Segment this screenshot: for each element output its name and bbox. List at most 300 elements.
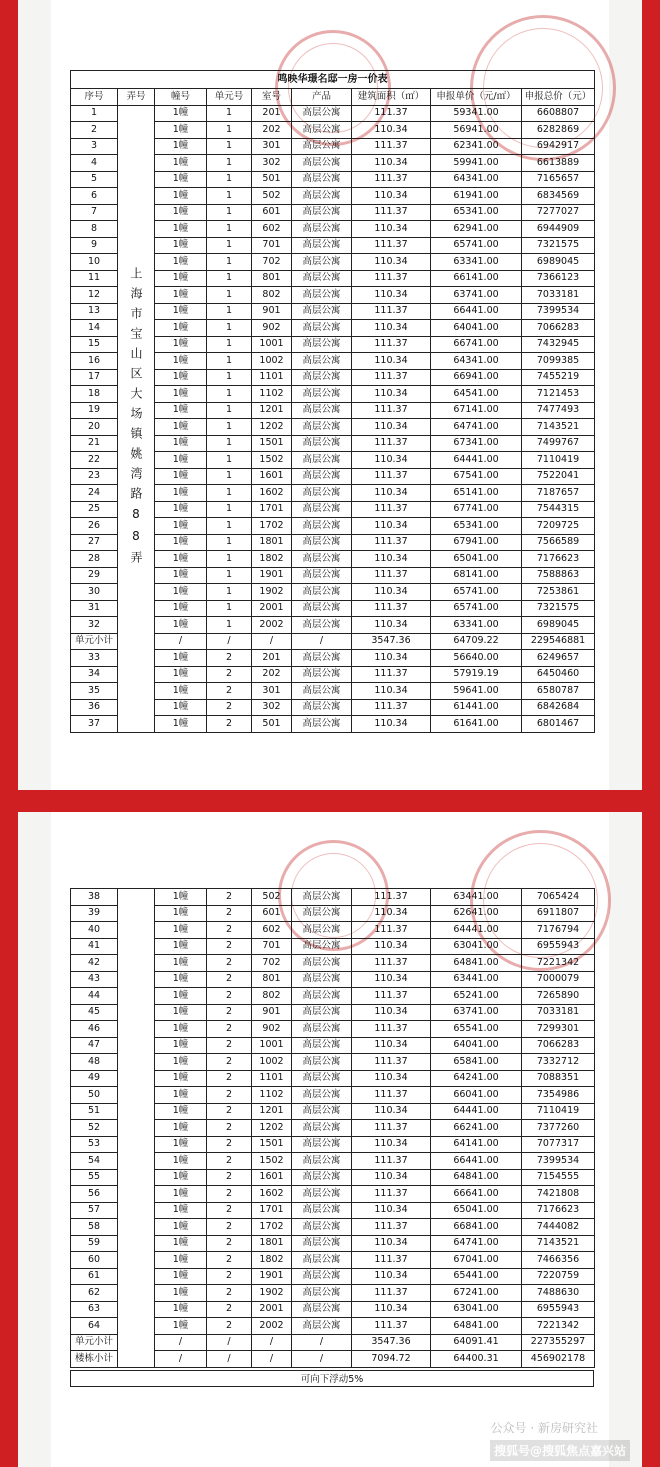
product-cell: 高层公寓 xyxy=(292,1037,352,1054)
unit-cell: 1 xyxy=(207,221,252,238)
room-cell: 502 xyxy=(252,889,292,906)
unit-price-cell: 66141.00 xyxy=(431,270,522,287)
building-cell: 1幢 xyxy=(155,303,207,320)
unit-price-cell: 59941.00 xyxy=(431,155,522,172)
table-title: 鸣映华璟名邸一房一价表 xyxy=(71,71,595,89)
serial-cell: 30 xyxy=(71,584,118,601)
building-cell: 1幢 xyxy=(155,716,207,733)
unit-price-cell: 64441.00 xyxy=(431,1103,522,1120)
serial-cell: 33 xyxy=(71,650,118,667)
area-cell: 111.37 xyxy=(352,402,431,419)
total-price-cell: 7176623 xyxy=(522,1202,595,1219)
unit-cell: 2 xyxy=(207,1169,252,1186)
serial-cell: 21 xyxy=(71,435,118,452)
building-cell: 1幢 xyxy=(155,1235,207,1252)
unit-cell: 2 xyxy=(207,1120,252,1137)
room-cell: 902 xyxy=(252,320,292,337)
room-cell: 301 xyxy=(252,683,292,700)
unit-price-cell: 61941.00 xyxy=(431,188,522,205)
product-cell: 高层公寓 xyxy=(292,666,352,683)
product-cell: 高层公寓 xyxy=(292,1169,352,1186)
serial-cell: 18 xyxy=(71,386,118,403)
unit-price-cell: 64091.41 xyxy=(431,1334,522,1351)
table-row xyxy=(71,105,595,122)
total-price-cell: 7455219 xyxy=(522,369,595,386)
unit-cell: 1 xyxy=(207,501,252,518)
product-cell: 高层公寓 xyxy=(292,889,352,906)
unit-price-cell: 65841.00 xyxy=(431,1054,522,1071)
unit-cell: 2 xyxy=(207,1153,252,1170)
unit-cell: 2 xyxy=(207,1219,252,1236)
building-cell: 1幢 xyxy=(155,699,207,716)
wechat-watermark: 公众号 · 新房研究社 xyxy=(490,1421,598,1435)
building-cell: 1幢 xyxy=(155,584,207,601)
product-cell: 高层公寓 xyxy=(292,188,352,205)
serial-cell: 52 xyxy=(71,1120,118,1137)
unit-cell: 2 xyxy=(207,1021,252,1038)
product-cell: 高层公寓 xyxy=(292,922,352,939)
product-cell: 高层公寓 xyxy=(292,551,352,568)
product-cell: 高层公寓 xyxy=(292,600,352,617)
product-cell: 高层公寓 xyxy=(292,435,352,452)
room-cell: 702 xyxy=(252,254,292,271)
area-cell: 110.34 xyxy=(352,1169,431,1186)
unit-cell: 2 xyxy=(207,1301,252,1318)
column-header: 单元号 xyxy=(207,89,252,106)
room-cell: 302 xyxy=(252,699,292,716)
room-cell: 701 xyxy=(252,237,292,254)
total-price-cell: 7499767 xyxy=(522,435,595,452)
product-cell: 高层公寓 xyxy=(292,905,352,922)
product-cell: 高层公寓 xyxy=(292,938,352,955)
serial-cell: 9 xyxy=(71,237,118,254)
product-cell: 高层公寓 xyxy=(292,468,352,485)
unit-cell: 2 xyxy=(207,938,252,955)
room-cell: 1902 xyxy=(252,1285,292,1302)
area-cell: 110.34 xyxy=(352,1004,431,1021)
product-cell: 高层公寓 xyxy=(292,1219,352,1236)
area-cell: 110.34 xyxy=(352,386,431,403)
product-cell: 高层公寓 xyxy=(292,501,352,518)
total-price-cell: 7143521 xyxy=(522,419,595,436)
unit-price-cell: 64341.00 xyxy=(431,171,522,188)
room-cell: 301 xyxy=(252,138,292,155)
building-cell: 1幢 xyxy=(155,386,207,403)
unit-cell: / xyxy=(207,1334,252,1351)
room-cell: 202 xyxy=(252,122,292,139)
unit-cell: 1 xyxy=(207,468,252,485)
building-cell: 1幢 xyxy=(155,501,207,518)
area-cell: 110.34 xyxy=(352,287,431,304)
room-cell: 1802 xyxy=(252,551,292,568)
area-cell: 110.34 xyxy=(352,155,431,172)
room-cell: 801 xyxy=(252,270,292,287)
serial-cell: 5 xyxy=(71,171,118,188)
serial-cell: 32 xyxy=(71,617,118,634)
total-price-cell: 7187657 xyxy=(522,485,595,502)
column-header: 申报总价（元） xyxy=(522,89,595,106)
serial-cell: 10 xyxy=(71,254,118,271)
unit-cell: 2 xyxy=(207,666,252,683)
unit-cell: 1 xyxy=(207,369,252,386)
area-cell: 110.34 xyxy=(352,1037,431,1054)
room-cell: 1501 xyxy=(252,1136,292,1153)
column-header: 弄号 xyxy=(118,89,155,106)
serial-cell: 35 xyxy=(71,683,118,700)
room-cell: 2002 xyxy=(252,617,292,634)
building-cell: 1幢 xyxy=(155,617,207,634)
unit-cell: 1 xyxy=(207,600,252,617)
unit-price-cell: 67541.00 xyxy=(431,468,522,485)
area-cell: 110.34 xyxy=(352,122,431,139)
total-price-cell: 7000079 xyxy=(522,971,595,988)
product-cell: 高层公寓 xyxy=(292,254,352,271)
area-cell: 110.34 xyxy=(352,905,431,922)
unit-cell: 1 xyxy=(207,320,252,337)
unit-cell: 2 xyxy=(207,905,252,922)
room-cell: 602 xyxy=(252,221,292,238)
room-cell: 1901 xyxy=(252,1268,292,1285)
total-price-cell: 6955943 xyxy=(522,1301,595,1318)
total-price-cell: 7399534 xyxy=(522,303,595,320)
room-cell: 1702 xyxy=(252,1219,292,1236)
building-cell: 1幢 xyxy=(155,938,207,955)
room-cell: 501 xyxy=(252,171,292,188)
building-cell: 1幢 xyxy=(155,287,207,304)
total-price-cell: 7477493 xyxy=(522,402,595,419)
serial-cell: 40 xyxy=(71,922,118,939)
area-cell: 111.37 xyxy=(352,501,431,518)
area-cell: 110.34 xyxy=(352,353,431,370)
room-cell: 202 xyxy=(252,666,292,683)
area-cell: 111.37 xyxy=(352,1252,431,1269)
unit-cell: 2 xyxy=(207,1252,252,1269)
area-cell: 111.37 xyxy=(352,1153,431,1170)
unit-price-cell: 64400.31 xyxy=(431,1351,522,1368)
product-cell: 高层公寓 xyxy=(292,683,352,700)
area-cell: 110.34 xyxy=(352,452,431,469)
unit-cell: 1 xyxy=(207,270,252,287)
price-table-page-1 xyxy=(70,70,595,733)
room-cell: 1002 xyxy=(252,353,292,370)
total-price-cell: 7321575 xyxy=(522,600,595,617)
area-cell: 111.37 xyxy=(352,1285,431,1302)
unit-price-cell: 61441.00 xyxy=(431,699,522,716)
total-price-cell: 6942917 xyxy=(522,138,595,155)
building-cell: / xyxy=(155,1351,207,1368)
room-cell: 1701 xyxy=(252,1202,292,1219)
unit-cell: 2 xyxy=(207,650,252,667)
total-price-cell: 6613889 xyxy=(522,155,595,172)
serial-cell: 49 xyxy=(71,1070,118,1087)
total-price-cell: 6249657 xyxy=(522,650,595,667)
unit-cell: 2 xyxy=(207,955,252,972)
serial-cell: 53 xyxy=(71,1136,118,1153)
total-price-cell: 6842684 xyxy=(522,699,595,716)
building-cell: 1幢 xyxy=(155,567,207,584)
area-cell: 111.37 xyxy=(352,138,431,155)
product-cell: 高层公寓 xyxy=(292,955,352,972)
area-cell: 110.34 xyxy=(352,188,431,205)
area-cell: 110.34 xyxy=(352,1268,431,1285)
building-cell: 1幢 xyxy=(155,1268,207,1285)
area-cell: 111.37 xyxy=(352,1087,431,1104)
building-cell: 1幢 xyxy=(155,1252,207,1269)
total-price-cell: 6989045 xyxy=(522,254,595,271)
serial-cell: 3 xyxy=(71,138,118,155)
product-cell: 高层公寓 xyxy=(292,270,352,287)
unit-price-cell: 65741.00 xyxy=(431,237,522,254)
unit-cell: 2 xyxy=(207,1202,252,1219)
serial-cell: 47 xyxy=(71,1037,118,1054)
area-cell: 111.37 xyxy=(352,1318,431,1335)
total-price-cell: 7176794 xyxy=(522,922,595,939)
total-price-cell: 456902178 xyxy=(522,1351,595,1368)
serial-cell: 62 xyxy=(71,1285,118,1302)
unit-cell: / xyxy=(207,1351,252,1368)
product-cell: 高层公寓 xyxy=(292,336,352,353)
building-cell: 1幢 xyxy=(155,435,207,452)
product-cell: 高层公寓 xyxy=(292,353,352,370)
area-cell: 111.37 xyxy=(352,105,431,122)
serial-cell: 41 xyxy=(71,938,118,955)
unit-price-cell: 65141.00 xyxy=(431,485,522,502)
area-cell: 111.37 xyxy=(352,204,431,221)
total-price-cell: 7399534 xyxy=(522,1153,595,1170)
unit-cell: 2 xyxy=(207,683,252,700)
serial-cell: 44 xyxy=(71,988,118,1005)
unit-price-cell: 66441.00 xyxy=(431,303,522,320)
area-cell: 110.34 xyxy=(352,518,431,535)
total-price-cell: 227355297 xyxy=(522,1334,595,1351)
total-price-cell: 229546881 xyxy=(522,633,595,650)
unit-price-cell: 65441.00 xyxy=(431,1268,522,1285)
building-cell: 1幢 xyxy=(155,1004,207,1021)
unit-price-cell: 64041.00 xyxy=(431,1037,522,1054)
building-cell: 1幢 xyxy=(155,905,207,922)
footnote: 可向下浮动5% xyxy=(70,1370,594,1387)
room-cell: 601 xyxy=(252,204,292,221)
total-price-cell: 7110419 xyxy=(522,452,595,469)
building-cell: 1幢 xyxy=(155,1070,207,1087)
building-cell: 1幢 xyxy=(155,534,207,551)
product-cell: 高层公寓 xyxy=(292,1054,352,1071)
total-price-cell: 6834569 xyxy=(522,188,595,205)
area-cell: 111.37 xyxy=(352,666,431,683)
serial-cell: 45 xyxy=(71,1004,118,1021)
total-price-cell: 6955943 xyxy=(522,938,595,955)
serial-cell: 12 xyxy=(71,287,118,304)
total-price-cell: 7544315 xyxy=(522,501,595,518)
column-header: 建筑面积（㎡） xyxy=(352,89,431,106)
area-cell: 111.37 xyxy=(352,922,431,939)
serial-cell: 29 xyxy=(71,567,118,584)
building-cell: 1幢 xyxy=(155,551,207,568)
building-cell: 1幢 xyxy=(155,683,207,700)
product-cell: 高层公寓 xyxy=(292,369,352,386)
unit-price-cell: 62341.00 xyxy=(431,138,522,155)
unit-cell: 1 xyxy=(207,254,252,271)
building-cell: 1幢 xyxy=(155,1301,207,1318)
total-price-cell: 6580787 xyxy=(522,683,595,700)
product-cell: 高层公寓 xyxy=(292,386,352,403)
product-cell: 高层公寓 xyxy=(292,138,352,155)
room-cell: 1101 xyxy=(252,369,292,386)
product-cell: 高层公寓 xyxy=(292,105,352,122)
room-cell: 1201 xyxy=(252,1103,292,1120)
building-cell: 1幢 xyxy=(155,1136,207,1153)
product-cell: 高层公寓 xyxy=(292,1202,352,1219)
total-price-cell: 7377260 xyxy=(522,1120,595,1137)
area-cell: 110.34 xyxy=(352,419,431,436)
product-cell: 高层公寓 xyxy=(292,650,352,667)
unit-price-cell: 64041.00 xyxy=(431,320,522,337)
room-cell: 1802 xyxy=(252,1252,292,1269)
product-cell: 高层公寓 xyxy=(292,1186,352,1203)
serial-cell: 11 xyxy=(71,270,118,287)
product-cell: 高层公寓 xyxy=(292,584,352,601)
serial-cell: 1 xyxy=(71,105,118,122)
building-cell: 1幢 xyxy=(155,419,207,436)
total-price-cell: 7154555 xyxy=(522,1169,595,1186)
unit-price-cell: 63041.00 xyxy=(431,1301,522,1318)
product-cell: 高层公寓 xyxy=(292,716,352,733)
building-cell: 1幢 xyxy=(155,452,207,469)
product-cell: 高层公寓 xyxy=(292,171,352,188)
unit-price-cell: 61641.00 xyxy=(431,716,522,733)
total-price-cell: 7110419 xyxy=(522,1103,595,1120)
column-header: 产品 xyxy=(292,89,352,106)
room-cell: 902 xyxy=(252,1021,292,1038)
building-cell: 1幢 xyxy=(155,122,207,139)
unit-cell: 2 xyxy=(207,971,252,988)
column-header: 幢号 xyxy=(155,89,207,106)
unit-price-cell: 64841.00 xyxy=(431,1169,522,1186)
unit-cell: 1 xyxy=(207,204,252,221)
unit-price-cell: 63041.00 xyxy=(431,938,522,955)
product-cell: 高层公寓 xyxy=(292,287,352,304)
product-cell: 高层公寓 xyxy=(292,452,352,469)
total-price-cell: 7033181 xyxy=(522,287,595,304)
unit-cell: 1 xyxy=(207,237,252,254)
area-cell: 111.37 xyxy=(352,988,431,1005)
product-cell: 高层公寓 xyxy=(292,1252,352,1269)
total-price-cell: 7209725 xyxy=(522,518,595,535)
room-cell: 1901 xyxy=(252,567,292,584)
area-cell: 110.34 xyxy=(352,617,431,634)
product-cell: 高层公寓 xyxy=(292,1285,352,1302)
building-cell: 1幢 xyxy=(155,221,207,238)
serial-cell: 16 xyxy=(71,353,118,370)
product-cell: 高层公寓 xyxy=(292,1120,352,1137)
product-cell: 高层公寓 xyxy=(292,1004,352,1021)
unit-price-cell: 67141.00 xyxy=(431,402,522,419)
unit-cell: 1 xyxy=(207,122,252,139)
building-cell: 1幢 xyxy=(155,922,207,939)
building-cell: 1幢 xyxy=(155,889,207,906)
unit-cell: 2 xyxy=(207,889,252,906)
total-price-cell: 7444082 xyxy=(522,1219,595,1236)
unit-price-cell: 64441.00 xyxy=(431,452,522,469)
building-cell: 1幢 xyxy=(155,1285,207,1302)
total-price-cell: 7143521 xyxy=(522,1235,595,1252)
serial-cell: 2 xyxy=(71,122,118,139)
unit-cell: 1 xyxy=(207,188,252,205)
building-cell: 1幢 xyxy=(155,1103,207,1120)
room-cell: 1102 xyxy=(252,1087,292,1104)
unit-price-cell: 56640.00 xyxy=(431,650,522,667)
total-price-cell: 7566589 xyxy=(522,534,595,551)
room-cell: 1902 xyxy=(252,584,292,601)
product-cell: 高层公寓 xyxy=(292,402,352,419)
building-cell: 1幢 xyxy=(155,1037,207,1054)
area-cell: 110.34 xyxy=(352,1070,431,1087)
building-cell: 1幢 xyxy=(155,600,207,617)
sohu-watermark: 搜狐号@搜狐焦点嘉兴站 xyxy=(490,1440,630,1461)
unit-cell: / xyxy=(207,633,252,650)
room-cell: 1202 xyxy=(252,419,292,436)
unit-price-cell: 65241.00 xyxy=(431,988,522,1005)
building-cell: 1幢 xyxy=(155,155,207,172)
total-price-cell: 6989045 xyxy=(522,617,595,634)
product-cell: 高层公寓 xyxy=(292,699,352,716)
area-cell: 110.34 xyxy=(352,1235,431,1252)
unit-price-cell: 63741.00 xyxy=(431,287,522,304)
column-header: 室号 xyxy=(252,89,292,106)
unit-cell: 1 xyxy=(207,452,252,469)
unit-price-cell: 59641.00 xyxy=(431,683,522,700)
unit-cell: 1 xyxy=(207,534,252,551)
product-cell: 高层公寓 xyxy=(292,1136,352,1153)
unit-price-cell: 65541.00 xyxy=(431,1021,522,1038)
unit-price-cell: 66641.00 xyxy=(431,1186,522,1203)
unit-cell: 2 xyxy=(207,1186,252,1203)
room-cell: 1602 xyxy=(252,485,292,502)
room-cell: / xyxy=(252,1351,292,1368)
total-price-cell: 7265890 xyxy=(522,988,595,1005)
room-cell: 2002 xyxy=(252,1318,292,1335)
unit-price-cell: 65741.00 xyxy=(431,600,522,617)
product-cell: 高层公寓 xyxy=(292,988,352,1005)
area-cell: 110.34 xyxy=(352,971,431,988)
building-cell: 1幢 xyxy=(155,971,207,988)
area-cell: 3547.36 xyxy=(352,1334,431,1351)
room-cell: 1801 xyxy=(252,534,292,551)
room-cell: 1801 xyxy=(252,1235,292,1252)
serial-cell: 36 xyxy=(71,699,118,716)
product-cell: 高层公寓 xyxy=(292,155,352,172)
serial-cell: 17 xyxy=(71,369,118,386)
unit-cell: 1 xyxy=(207,567,252,584)
building-cell: 1幢 xyxy=(155,1120,207,1137)
total-price-cell: 7299301 xyxy=(522,1021,595,1038)
total-price-cell: 7221342 xyxy=(522,1318,595,1335)
product-cell: 高层公寓 xyxy=(292,1268,352,1285)
serial-cell: 59 xyxy=(71,1235,118,1252)
unit-cell: 1 xyxy=(207,435,252,452)
area-cell: 110.34 xyxy=(352,320,431,337)
room-cell: 1602 xyxy=(252,1186,292,1203)
unit-price-cell: 66241.00 xyxy=(431,1120,522,1137)
area-cell: 111.37 xyxy=(352,468,431,485)
serial-cell: 37 xyxy=(71,716,118,733)
unit-price-cell: 67741.00 xyxy=(431,501,522,518)
area-cell: 3547.36 xyxy=(352,633,431,650)
unit-cell: 1 xyxy=(207,419,252,436)
total-price-cell: 7121453 xyxy=(522,386,595,403)
serial-cell: 7 xyxy=(71,204,118,221)
serial-cell: 38 xyxy=(71,889,118,906)
